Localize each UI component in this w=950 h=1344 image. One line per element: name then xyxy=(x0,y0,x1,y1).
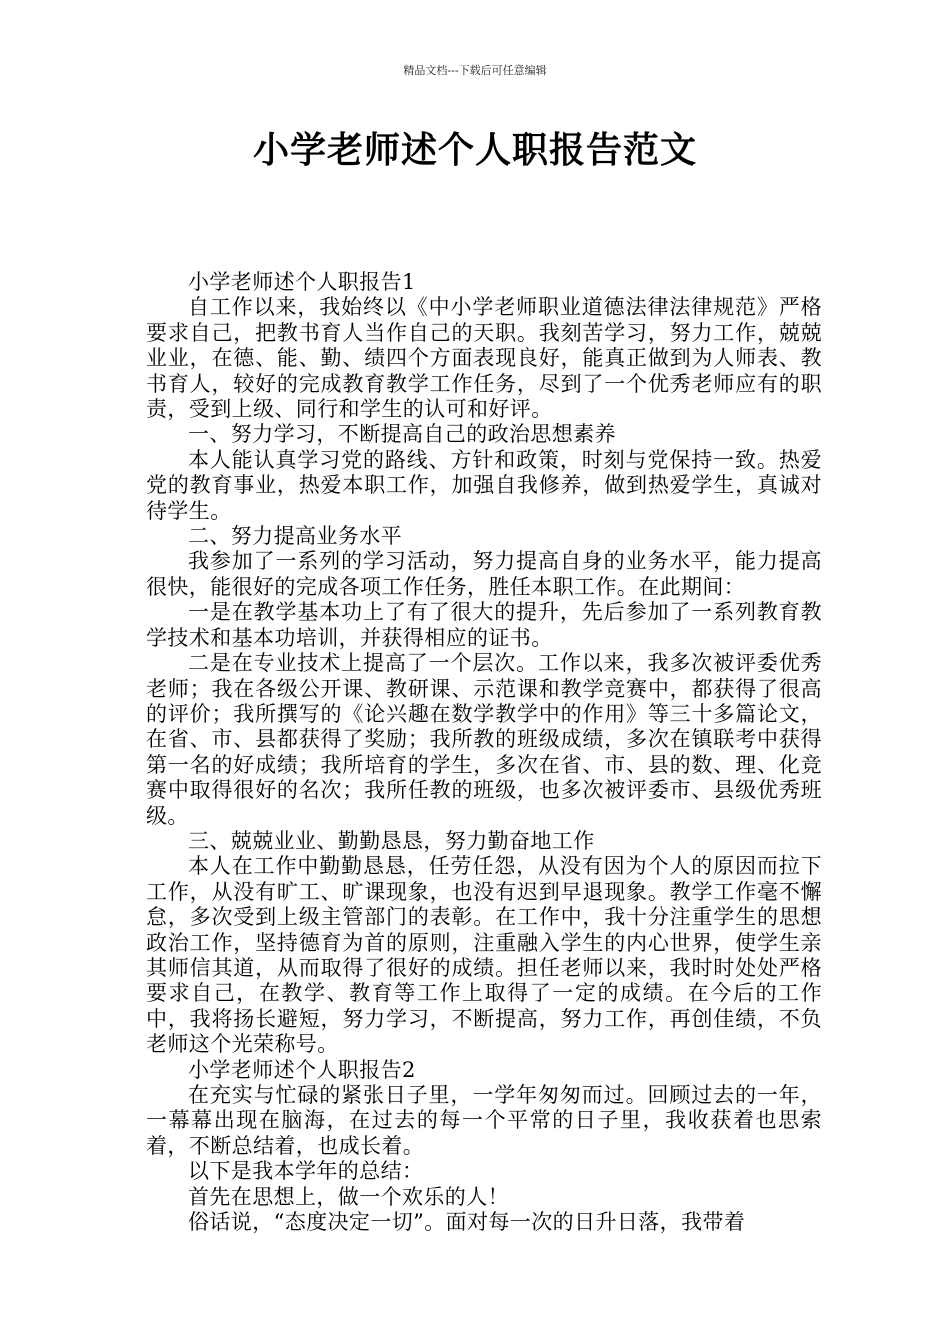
document-body xyxy=(146,270,822,1235)
body-paragraph: 本人能认真学习党的路线、方针和政策，时刻与党保持一致。热爱党的教育事业，热爱本职工作，加强自我修养，做到热爱学生，真诚对待学生。 xyxy=(146,447,822,523)
body-paragraph: 俗话说，“态度决定一切”。面对每一次的日升日落，我带着 xyxy=(188,1210,746,1235)
body-paragraph: 本人在工作中勤勤恳恳，任劳任怨，从没有因为个人的原因而拉下工作，从没有旷工、旷课现象，也没有迟到早退现象。教学工作毫不懈怠，多次受到上级主管部门的表彰。在工作中，我十分注重学生的思想政治工作，坚持德育为首的原则，注重融入学生的内心世界，使学生亲其师信其道，从而取得了很好的成绩。担任老师以来，我时时处处严格要求自己，在教学、教育等工作上取得了一定的成绩。在今后的工作中，我将扬长避短，努力学习，不断提高，努力工作，再创佳绩，不负老师这个光荣称号。 xyxy=(146,854,822,1057)
header-note: 精品文档---下载后可任意编辑 xyxy=(403,64,547,77)
section-heading: 三、兢兢业业、勤勤恳恳，努力勤奋地工作 xyxy=(188,828,595,853)
body-paragraph: 首先在思想上，做一个欢乐的人！ xyxy=(188,1184,509,1209)
report-heading: 小学老师述个人职报告1 xyxy=(188,270,416,294)
document-title: 小学老师述个人职报告范文 xyxy=(252,130,697,171)
body-paragraph: 在充实与忙碌的紧张日子里，一学年匆匆而过。回顾过去的一年，一幕幕出现在脑海，在过去的每一个平常的日子里，我收获着也思索着，不断总结着，也成长着。 xyxy=(146,1083,822,1158)
body-paragraph: 一是在教学基本功上了有了很大的提升，先后参加了一系列教育教学技术和基本功培训，并获得相应的证书。 xyxy=(146,600,822,650)
body-paragraph: 二是在专业技术上提高了一个层次。工作以来，我多次被评委优秀老师；我在各级公开课、教研课、示范课和教学竞赛中，都获得了很高的评价；我所撰写的《论兴趣在数学教学中的作用》等三十多篇论文，在省、市、县都获得了奖励；我所教的班级成绩，多次在镇联考中获得第一名的好成绩；我所培育的学生，多次在省、市、县的数、理、化竞赛中取得很好的名次；我所任教的班级，也多次被评委市、县级优秀班级。 xyxy=(146,651,822,828)
body-paragraph: 我参加了一系列的学习活动，努力提高自身的业务水平，能力提高很快，能很好的完成各项工作任务，胜任本职工作。在此期间： xyxy=(146,549,822,599)
section-heading: 二、努力提高业务水平 xyxy=(188,524,402,549)
body-paragraph: 以下是我本学年的总结： xyxy=(188,1159,424,1184)
section-heading: 一、努力学习，不断提高自己的政治思想素养 xyxy=(188,422,616,447)
report-heading: 小学老师述个人职报告2 xyxy=(188,1057,416,1082)
body-paragraph: 自工作以来，我始终以《中小学老师职业道德法律法律规范》严格要求自己，把教书育人当作自己的天职。我刻苦学习，努力工作，兢兢业业，在德、能、勤、绩四个方面表现良好，能真正做到为人师表、教书育人，较好的完成教育教学工作任务，尽到了一个优秀老师应有的职责，受到上级、同行和学生的认可和好评。 xyxy=(146,295,822,422)
